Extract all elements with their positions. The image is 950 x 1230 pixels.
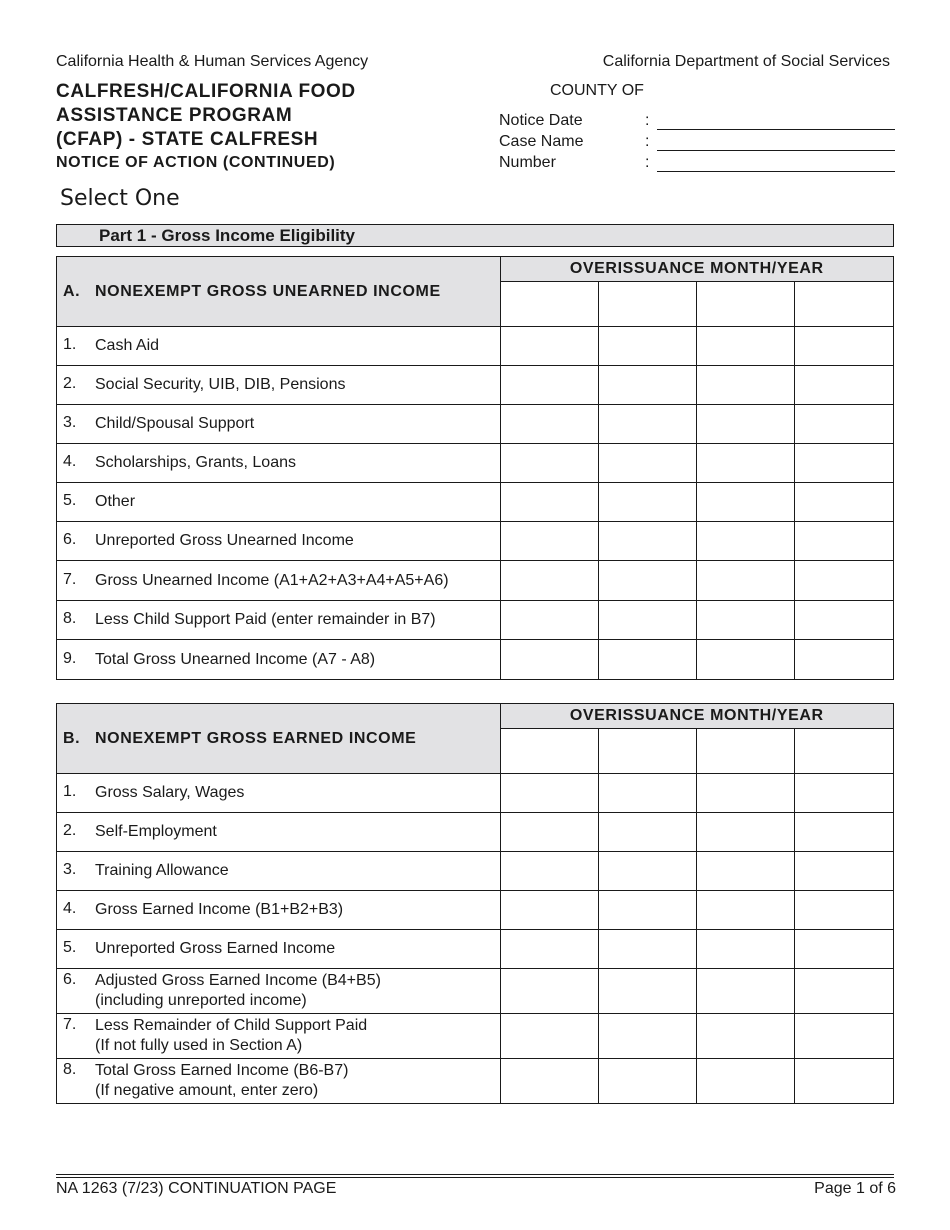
row-text bbox=[95, 971, 381, 1011]
case-name-row bbox=[499, 130, 899, 151]
row-label bbox=[57, 366, 501, 405]
amount-cell-3[interactable] bbox=[696, 852, 794, 891]
row-label bbox=[57, 1059, 501, 1104]
table-row bbox=[57, 813, 894, 852]
amount-cell-4[interactable] bbox=[794, 774, 893, 813]
amount-cell-4[interactable] bbox=[794, 640, 893, 680]
section-b-month-3[interactable] bbox=[696, 729, 794, 774]
amount-cell-1[interactable] bbox=[500, 601, 598, 640]
form-title-line-2: ASSISTANCE PROGRAM bbox=[56, 105, 293, 126]
section-a-title: NONEXEMPT GROSS UNEARNED INCOME bbox=[95, 282, 441, 300]
table-row bbox=[57, 852, 894, 891]
case-name-label: Case Name bbox=[499, 133, 584, 150]
amount-cell-3[interactable] bbox=[696, 601, 794, 640]
amount-cell-1[interactable] bbox=[500, 813, 598, 852]
row-number: 5. bbox=[63, 939, 77, 956]
amount-cell-3[interactable] bbox=[696, 405, 794, 444]
section-a-header bbox=[57, 257, 501, 327]
row-text bbox=[95, 1061, 348, 1101]
row-text-line-1: Unreported Gross Unearned Income bbox=[95, 532, 354, 549]
amount-cell-4[interactable] bbox=[794, 969, 893, 1014]
section-b-rows bbox=[57, 774, 894, 1104]
amount-cell-2[interactable] bbox=[598, 483, 696, 522]
row-text bbox=[95, 453, 296, 473]
amount-cell-1[interactable] bbox=[500, 891, 598, 930]
row-text-line-1: Other bbox=[95, 493, 136, 510]
amount-cell-1[interactable] bbox=[500, 774, 598, 813]
amount-cell-4[interactable] bbox=[794, 561, 893, 601]
amount-cell-3[interactable] bbox=[696, 774, 794, 813]
case-number-colon: : bbox=[645, 154, 650, 171]
table-row bbox=[57, 366, 894, 405]
row-text-line-1: Adjusted Gross Earned Income (B4+B5) bbox=[95, 972, 381, 989]
row-number: 3. bbox=[63, 861, 77, 878]
table-row bbox=[57, 1059, 894, 1104]
row-text-line-1: Cash Aid bbox=[95, 337, 160, 354]
page-number: Page 1 of 6 bbox=[814, 1180, 896, 1197]
table-row bbox=[57, 405, 894, 444]
row-label bbox=[57, 969, 501, 1014]
amount-cell-4[interactable] bbox=[794, 1014, 893, 1059]
section-b-month-2[interactable] bbox=[598, 729, 696, 774]
department-name: California Department of Social Services bbox=[602, 53, 890, 70]
amount-cell-1[interactable] bbox=[500, 366, 598, 405]
notice-date-row bbox=[499, 109, 899, 130]
row-number: 4. bbox=[63, 900, 77, 917]
amount-cell-4[interactable] bbox=[794, 327, 893, 366]
amount-cell-3[interactable] bbox=[696, 522, 794, 561]
table-row bbox=[57, 444, 894, 483]
amount-cell-4[interactable] bbox=[794, 522, 893, 561]
table-row bbox=[57, 1014, 894, 1059]
amount-cell-4[interactable] bbox=[794, 891, 893, 930]
amount-cell-1[interactable] bbox=[500, 444, 598, 483]
row-text-line-2: (including unreported income) bbox=[95, 992, 307, 1009]
row-text-line-1: Child/Spousal Support bbox=[95, 415, 255, 432]
row-number: 1. bbox=[63, 336, 77, 353]
amount-cell-1[interactable] bbox=[500, 930, 598, 969]
row-number: 8. bbox=[63, 1061, 77, 1078]
section-a-table bbox=[56, 256, 894, 680]
part1-title: Part 1 - Gross Income Eligibility bbox=[99, 226, 356, 245]
amount-cell-4[interactable] bbox=[794, 366, 893, 405]
amount-cell-1[interactable] bbox=[500, 640, 598, 680]
amount-cell-1[interactable] bbox=[500, 852, 598, 891]
amount-cell-4[interactable] bbox=[794, 813, 893, 852]
table-row bbox=[57, 601, 894, 640]
table-row bbox=[57, 327, 894, 366]
amount-cell-3[interactable] bbox=[696, 813, 794, 852]
row-number: 7. bbox=[63, 570, 77, 588]
amount-cell-3[interactable] bbox=[696, 327, 794, 366]
amount-cell-3[interactable] bbox=[696, 444, 794, 483]
row-number: 7. bbox=[63, 1016, 77, 1033]
amount-cell-3[interactable] bbox=[696, 969, 794, 1014]
section-a-letter: A. bbox=[63, 282, 81, 300]
section-b-month-1[interactable] bbox=[500, 729, 598, 774]
case-number-label: Number bbox=[499, 154, 556, 171]
amount-cell-1[interactable] bbox=[500, 561, 598, 601]
row-number: 5. bbox=[63, 492, 77, 509]
amount-cell-1[interactable] bbox=[500, 1059, 598, 1104]
row-text bbox=[95, 375, 345, 395]
amount-cell-3[interactable] bbox=[696, 891, 794, 930]
row-text bbox=[95, 414, 254, 434]
amount-cell-1[interactable] bbox=[500, 1014, 598, 1059]
amount-cell-2[interactable] bbox=[598, 601, 696, 640]
amount-cell-2[interactable] bbox=[598, 327, 696, 366]
amount-cell-2[interactable] bbox=[598, 891, 696, 930]
row-label bbox=[57, 522, 501, 561]
table-row bbox=[57, 969, 894, 1014]
row-text bbox=[95, 571, 449, 591]
amount-cell-1[interactable] bbox=[500, 522, 598, 561]
amount-cell-1[interactable] bbox=[500, 483, 598, 522]
table-row bbox=[57, 930, 894, 969]
row-number: 6. bbox=[63, 531, 77, 548]
row-number: 6. bbox=[63, 971, 77, 988]
amount-cell-2[interactable] bbox=[598, 1059, 696, 1104]
row-label bbox=[57, 852, 501, 891]
row-text-line-1: Less Remainder of Child Support Paid bbox=[95, 1017, 368, 1034]
form-id: NA 1263 (7/23) CONTINUATION PAGE bbox=[56, 1180, 337, 1197]
amount-cell-2[interactable] bbox=[598, 522, 696, 561]
amount-cell-1[interactable] bbox=[500, 405, 598, 444]
row-label bbox=[57, 774, 501, 813]
row-text-line-1: Social Security, UIB, DIB, Pensions bbox=[95, 376, 346, 393]
section-a-month-3[interactable] bbox=[696, 282, 794, 327]
table-row bbox=[57, 774, 894, 813]
row-label bbox=[57, 640, 501, 680]
row-text bbox=[95, 610, 436, 630]
row-text-line-1: Total Gross Unearned Income (A7 - A8) bbox=[95, 650, 376, 668]
row-text-line-1: Gross Unearned Income (A1+A2+A3+A4+A5+A6) bbox=[95, 571, 449, 589]
row-text bbox=[95, 939, 335, 959]
row-text bbox=[95, 822, 217, 842]
amount-cell-3[interactable] bbox=[696, 1014, 794, 1059]
footer-rule-inner bbox=[56, 1177, 894, 1178]
notice-date-colon: : bbox=[645, 112, 650, 129]
row-number: 3. bbox=[63, 414, 77, 431]
row-text-line-2: (If not fully used in Section A) bbox=[95, 1037, 303, 1054]
amount-cell-3[interactable] bbox=[696, 640, 794, 680]
form-title-line-3: (CFAP) - STATE CALFRESH bbox=[56, 129, 319, 150]
row-number: 1. bbox=[63, 783, 77, 800]
table-row bbox=[57, 522, 894, 561]
section-b-table bbox=[56, 703, 894, 1104]
row-label bbox=[57, 930, 501, 969]
section-b-letter: B. bbox=[63, 729, 81, 747]
row-label bbox=[57, 601, 501, 640]
row-text-line-1: Training Allowance bbox=[95, 862, 229, 879]
amount-cell-3[interactable] bbox=[696, 366, 794, 405]
amount-cell-4[interactable] bbox=[794, 483, 893, 522]
select-one-label: Select One bbox=[60, 186, 180, 211]
amount-cell-3[interactable] bbox=[696, 483, 794, 522]
row-text bbox=[95, 900, 343, 920]
county-label: COUNTY OF bbox=[550, 82, 644, 99]
amount-cell-2[interactable] bbox=[598, 930, 696, 969]
amount-cell-2[interactable] bbox=[598, 1014, 696, 1059]
case-number-field[interactable] bbox=[657, 157, 895, 172]
table-row bbox=[57, 483, 894, 522]
row-text-line-1: Unreported Gross Earned Income bbox=[95, 940, 336, 957]
table-row bbox=[57, 640, 894, 680]
amount-cell-3[interactable] bbox=[696, 561, 794, 601]
case-name-field[interactable] bbox=[657, 136, 895, 151]
row-label bbox=[57, 891, 501, 930]
amount-cell-2[interactable] bbox=[598, 405, 696, 444]
row-label bbox=[57, 327, 501, 366]
amount-cell-4[interactable] bbox=[794, 930, 893, 969]
notice-date-label: Notice Date bbox=[499, 112, 583, 129]
form-title-line-1: CALFRESH/CALIFORNIA FOOD bbox=[56, 81, 356, 102]
part1-header bbox=[56, 224, 894, 247]
row-text bbox=[95, 650, 375, 670]
row-text-line-1: Total Gross Earned Income (B6-B7) bbox=[95, 1062, 349, 1079]
notice-date-field[interactable] bbox=[657, 115, 895, 130]
amount-cell-3[interactable] bbox=[696, 1059, 794, 1104]
table-row bbox=[57, 561, 894, 601]
row-text-line-1: Less Child Support Paid (enter remainder in B7) bbox=[95, 611, 436, 628]
row-number: 8. bbox=[63, 610, 77, 627]
row-text-line-1: Gross Salary, Wages bbox=[95, 784, 245, 801]
case-name-colon: : bbox=[645, 133, 650, 150]
section-b-title: NONEXEMPT GROSS EARNED INCOME bbox=[95, 729, 417, 747]
amount-cell-1[interactable] bbox=[500, 969, 598, 1014]
section-a-month-2[interactable] bbox=[598, 282, 696, 327]
row-label bbox=[57, 561, 501, 601]
section-b-month-4[interactable] bbox=[794, 729, 893, 774]
row-text bbox=[95, 1016, 367, 1056]
amount-cell-2[interactable] bbox=[598, 813, 696, 852]
row-text bbox=[95, 492, 135, 512]
section-a-month-1[interactable] bbox=[500, 282, 598, 327]
section-a-rows bbox=[57, 327, 894, 680]
row-number: 2. bbox=[63, 822, 77, 839]
footer-rule bbox=[56, 1174, 894, 1175]
row-label bbox=[57, 444, 501, 483]
row-text-line-1: Gross Earned Income (B1+B2+B3) bbox=[95, 901, 344, 918]
row-text bbox=[95, 861, 229, 881]
row-number: 2. bbox=[63, 375, 77, 392]
amount-cell-2[interactable] bbox=[598, 640, 696, 680]
amount-cell-4[interactable] bbox=[794, 444, 893, 483]
amount-cell-2[interactable] bbox=[598, 561, 696, 601]
form-subtitle: NOTICE OF ACTION (CONTINUED) bbox=[56, 154, 336, 171]
row-label bbox=[57, 405, 501, 444]
row-number: 9. bbox=[63, 649, 77, 667]
form-title-block bbox=[56, 80, 476, 172]
row-number: 4. bbox=[63, 453, 77, 470]
amount-cell-2[interactable] bbox=[598, 366, 696, 405]
row-text-line-1: Scholarships, Grants, Loans bbox=[95, 454, 296, 471]
row-label bbox=[57, 483, 501, 522]
section-b-overissuance-header: OVERISSUANCE MONTH/YEAR bbox=[500, 704, 893, 729]
amount-cell-2[interactable] bbox=[598, 444, 696, 483]
row-text bbox=[95, 336, 159, 356]
amount-cell-2[interactable] bbox=[598, 852, 696, 891]
row-label bbox=[57, 813, 501, 852]
amount-cell-4[interactable] bbox=[794, 601, 893, 640]
amount-cell-3[interactable] bbox=[696, 930, 794, 969]
row-text-line-1: Self-Employment bbox=[95, 823, 217, 840]
amount-cell-4[interactable] bbox=[794, 852, 893, 891]
row-text-line-2: (If negative amount, enter zero) bbox=[95, 1082, 319, 1099]
case-number-row bbox=[499, 151, 899, 172]
row-text bbox=[95, 531, 354, 551]
amount-cell-4[interactable] bbox=[794, 405, 893, 444]
agency-name: California Health & Human Services Agency bbox=[56, 53, 369, 70]
amount-cell-4[interactable] bbox=[794, 1059, 893, 1104]
section-a-overissuance-header: OVERISSUANCE MONTH/YEAR bbox=[500, 257, 893, 282]
section-b-header bbox=[57, 704, 501, 774]
amount-cell-2[interactable] bbox=[598, 969, 696, 1014]
amount-cell-1[interactable] bbox=[500, 327, 598, 366]
row-label bbox=[57, 1014, 501, 1059]
section-a-month-4[interactable] bbox=[794, 282, 893, 327]
notice-fields bbox=[499, 109, 899, 172]
row-text bbox=[95, 783, 244, 803]
amount-cell-2[interactable] bbox=[598, 774, 696, 813]
table-row bbox=[57, 891, 894, 930]
